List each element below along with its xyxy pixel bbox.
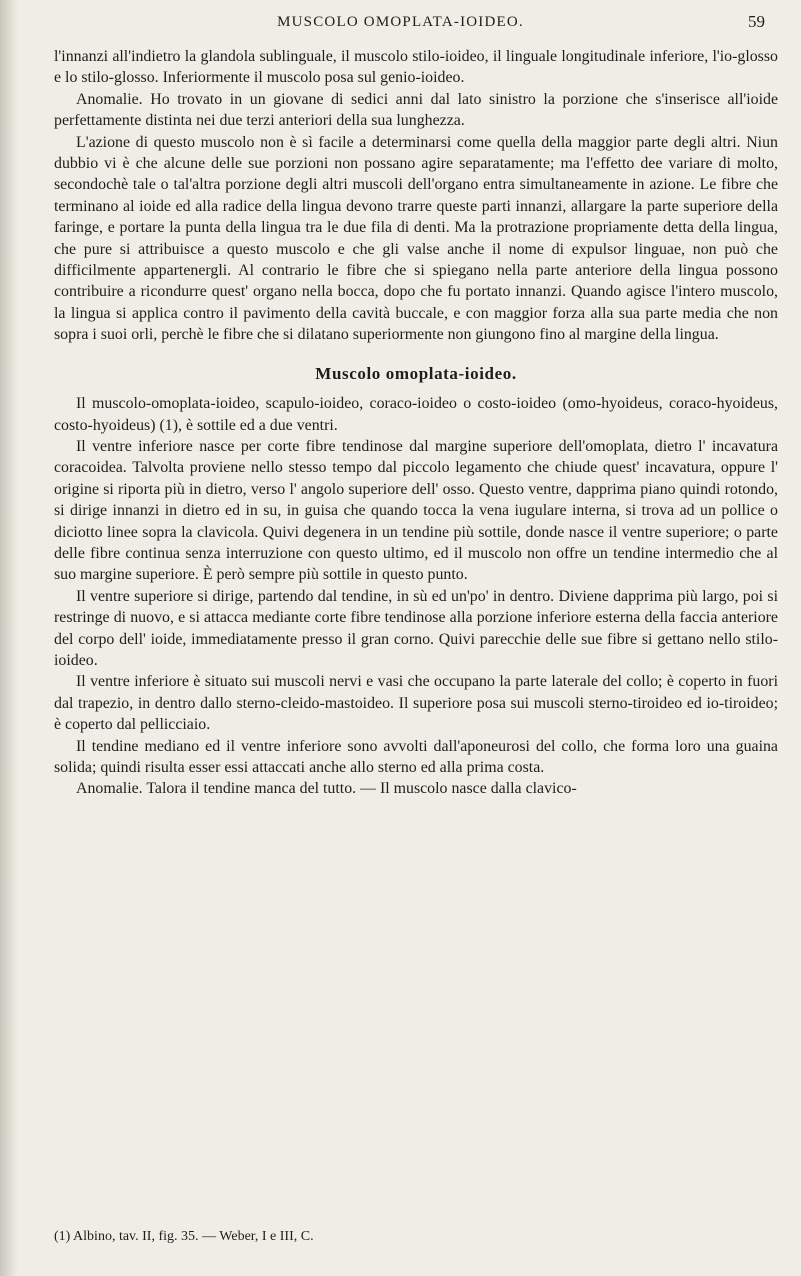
paragraph: l'innanzi all'indietro la glandola sublinguale, il muscolo stilo-ioideo, il linguale longitudinale inferiore, l'io-glosso e lo stilo-glosso. Inferiormente il muscolo posa sul genio-ioideo. xyxy=(54,48,778,87)
paragraph: Anomalie. Talora il tendine manca del tutto. — Il muscolo nasce dalla clavico- xyxy=(76,780,577,798)
paragraph: Il ventre inferiore è situato sui muscoli nervi e vasi che occupano la parte laterale del collo; è coperto in fuori dal trapezio, in dentro dallo sterno-cleido-mastoideo. Il superiore posa sui muscoli sterno-tiroideo ed io-tiroideo; è coperto dal pellicciaio. xyxy=(54,673,778,734)
paragraph: Il tendine mediano ed il ventre inferiore sono avvolti dall'aponeurosi del collo, che forma loro una guaina solida; quindi risulta esser essi attaccati anche allo sterno ed alla prima costa. xyxy=(54,737,778,776)
paragraph: Anomalie. Ho trovato in un giovane di sedici anni dal lato sinistro la porzione che s'inserisce all'ioide perfettamente distinta nei due terzi anteriori della sua lunghezza. xyxy=(54,90,778,130)
page-header xyxy=(0,14,801,42)
paragraph: Il muscolo-omoplata-ioideo, scapulo-ioideo, coraco-ioideo o costo-ioideo (omo-hyoideus, coraco-hyoideus, costo-hyoideus) (1), è sottile ed a due ventri. xyxy=(54,395,778,434)
paragraph: Il ventre inferiore nasce per corte fibre tendinose dal margine superiore dell'omoplata, dietro l' incavatura coracoidea. Talvolta proviene nello stesso tempo dal piccolo legamento che chiude quest' incavatura, oppure l' origine si riporta più in dietro, verso l' angolo superiore dell' osso. Questo ventre, dapprima piano quindi rotondo, si dirige innanzi in dietro ed in su, in guisa che quando tocca la vena iugulare interna, si trova ad un pollice o diciotto linee sopra la clavicola. Quivi degenera in un tendine più sottile, donde nasce il ventre superiore; o parte delle fibre continua senza interruzione con questo ultimo, ed il muscolo non offre un tendine intermedio che al suo margine superiore. È però sempre più sottile in questo punto. xyxy=(54,437,778,584)
running-head: MUSCOLO OMOPLATA-IOIDEO. xyxy=(277,14,524,30)
footnote: (1) Albino, tav. II, fig. 35. — Weber, I e III, C. xyxy=(54,1229,314,1244)
section-title: Muscolo omoplata-ioideo. xyxy=(315,363,517,383)
binding-shadow xyxy=(0,0,18,1276)
paragraph: Il ventre superiore si dirige, partendo dal tendine, in sù ed un'po' in dentro. Diviene dapprima più largo, poi si restringe di nuovo, e si attacca mediante corte fibre tendinose alla porzione inferiore esterna della faccia anteriore del corpo dell' ioide, immediatamente presso il gran corno. Quivi parecchie delle sue fibre si gettano nello stilo-ioideo. xyxy=(54,587,778,669)
body-text xyxy=(54,46,778,800)
page-number: 59 xyxy=(748,12,765,31)
paragraph: L'azione di questo muscolo non è sì facile a determinarsi come quella della maggior parte degli altri. Niun dubbio vi è che alcune delle sue porzioni non possano agire separatamente; ma l'effetto dee variare di molto, secondochè tale o tal'altra porzione degli altri muscoli dell'organo entra simultaneamente in azione. Le fibre che terminano al ioide ed alla radice della lingua devono trarre queste parti innanzi, allargare la parte superiore della faringe, e portare la punta della lingua tra le due fila di denti. Ma la protrazione propriamente detta della lingua, che pure si attribuisce a questo muscolo e che gli valse anche il nome di expulsor linguae, non può che difficilmente appartenergli. Al contrario le fibre che si spiegano nella parte anteriore della lingua possono contribuire a ricondurre quest' organo nella bocca, dopo che fu portato innanzi. Quando agisce l'intero muscolo, la lingua si applica contro il pavimento della cavità buccale, e con maggior forza alla sua parte media che non sopra i suoi orli, perchè le fibre che si dilatano superiormente non giungono fino al margine della lingua. xyxy=(54,133,778,344)
